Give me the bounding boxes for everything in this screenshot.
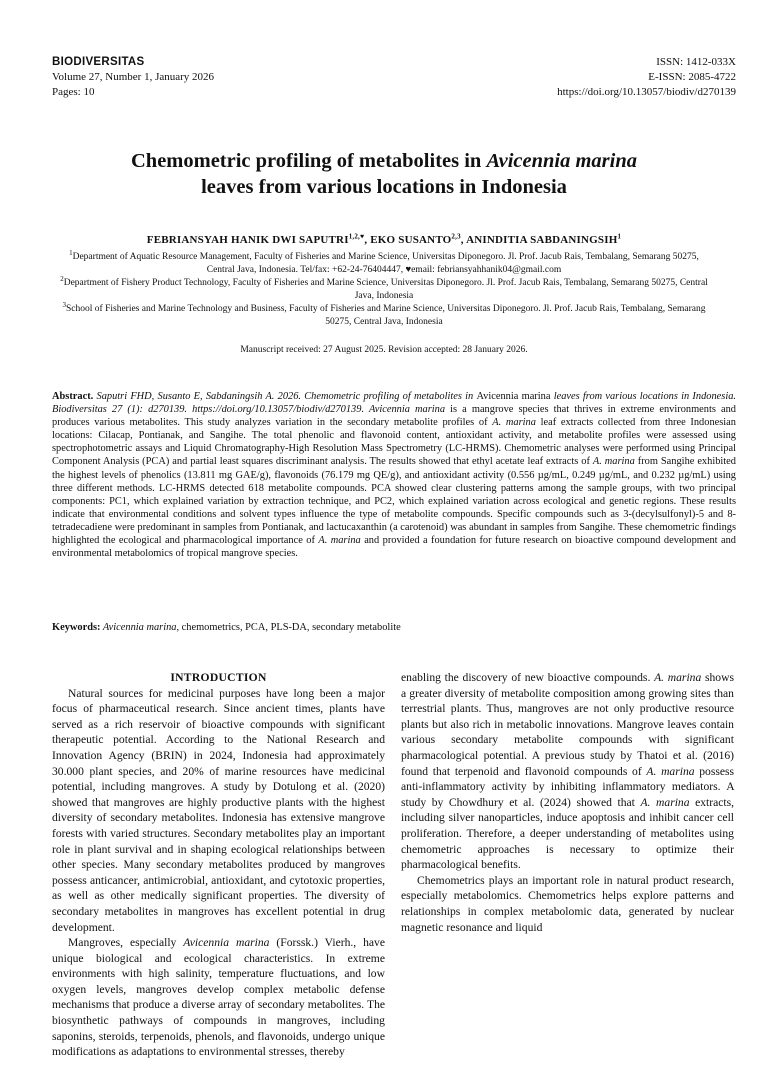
journal-header-left	[52, 55, 214, 100]
eissn: E-ISSN: 2085-4722	[648, 71, 736, 83]
intro-paragraph-2: Mangroves, especially Avicennia marina (Forssk.) Vierh., have unique biological and ecological characteristics. In extreme environments with high salinity, temperature fluctuations, and low oxygen levels, mangroves develop complex metabolic defense mechanisms that produce a diverse array of secondary metabolites. The biosynthetic pathways of compounds in mangroves, including saponins, steroids, terpenoids, phenols, and flavonoids, undergo unique modifications as adaptations to environmental stresses, thereby	[52, 936, 386, 1059]
intro-paragraph-3-cont: Chemometrics plays an important role in natural product research, especially metabolomics. Chemometrics helps explore patterns and relationships in complex metabolomic data, generated by nuclear magnetic resonance and liquid	[401, 873, 735, 934]
journal-name: BIODIVERSITAS	[52, 56, 145, 68]
article-title: Chemometric profiling of metabolites in Avicennia marina leaves from various locations in Indonesia	[130, 150, 637, 198]
body-column-left	[52, 670, 385, 1060]
journal-pages: Pages: 10	[52, 86, 95, 98]
affiliation-1: $^1$Department of Aquatic Resource Management, Faculty of Fisheries and Marine Science, Universitas Diponegoro. Jl. Prof. Jacub Rais, Tembalang, Semarang 50275, Central Java, Indonesia. Tel/fax: +62-24-76404447, ♥email: febriansyahhanik04@gmail.com	[69, 248, 699, 275]
author-list: FEBRIANSYAH HANIK DWI $SAPUTRI^{1,2,♥}$, EKO SUSANTO$^{2,3}$, ANINDITIA SABDANINGSIH$^1$	[146, 232, 622, 246]
affiliation-2: $^2$Department of Fishery Product Technology, Faculty of Fisheries and Marine Science, Universitas Diponegoro. Jl. Prof. Jacub Rais, Tembalang, Semarang 50275, Central Java, Indonesia	[60, 274, 708, 301]
author-2: EKO SUSANTO	[370, 234, 452, 246]
issn: ISSN: 1412-033X	[656, 56, 736, 68]
section-heading-introduction: INTRODUCTION	[170, 671, 267, 684]
manuscript-dates: Manuscript received: 27 August 2025. Revision accepted: 28 January 2026.	[240, 345, 528, 355]
author-3: ANINDITIA SABDANINGSIH	[466, 234, 618, 246]
body-column-right	[401, 670, 734, 935]
journal-header-right	[557, 55, 736, 100]
keywords: Keywords: Avicennia marina, chemometrics, PCA, PLS-DA, secondary metabolite	[52, 622, 401, 633]
abstract: Abstract. Saputri FHD, Susanto E, Sabdaningsih A. 2026. Chemometric profiling of metabolites in Avicennia marina leaves from various locations in Indonesia. Biodiversitas 27 (1): d270139. https://doi.org/10.13057/biodiv/d270139. Avicennia marina is a mangrove species that thrives in extreme environments and produces various metabolites. This study analyzes variation in the secondary metabolite profiles of A. marina leaf extracts collected from three Indonesian locations: Cilacap, Pontianak, and Sangihe. The total phenolic and flavonoid content, antioxidant activity, and metabolite profiles were assessed using spectrophotometric assays and Liquid Chromatography-High Resolution Mass Spectrometry (LC-HRMS). Chemometric analyses were performed using Principal Component Analysis (PCA) and partial least squares discriminant analysis. The results showed that ethyl acetate leaf extracts of A. marina from Sangihe exhibited the highest levels of phenolics (13.811 mg GAE/g), flavonoids (76.179 mg QE/g), and antioxidant activity (0.556 µg/mL, 0.249 µg/mL, and 0.232 µg/mL) using three different methods. LC-HRMS detected 618 metabolite compounds. PCA showed clear clustering patterns among the sample groups, with two principal components: PC1, which explained variation by extraction technique, and PC2, which explained variation across ecological and genetic regions. These results indicate that environmental conditions and solvent types influence the type of metabolite compounds. Specific compounds such as 3-(decylsulfonyl)-5 and 8-tetradecadiene were predominant in samples from Pontianak, and lactucaxanthin (a carotenoid) was abundant in samples from Sangihe. These chemometric findings highlighted the ecological and pharmacological importance of A. marina and provided a foundation for future research on bioactive compound development and environmental metabolomics of tropical mangrove species.	[52, 391, 737, 560]
intro-paragraph-1: Natural sources for medicinal purposes have long been a major focus of pharmaceutical research. Since ancient times, plants have served as a rich reservoir of bioactive compounds with significant therapeutic potential. According to the National Research and Innovation Agency (BRIN) in 2024, Indonesia had approximately 30.000 plant species, and 20% of marine resources have medicinal potential, including mangroves. A study by Dotulong et al. (2020) showed that mangroves are highly productive plants with the highest diversity of secondary metabolites. Indonesia has extensive mangrove forests with varied structures. Secondary metabolites play an important role in plant survival and in shaping ecological relationships between other species. Many secondary metabolites produced by mangroves possess anticancer, antimicrobial, antioxidant, and cytotoxic properties, as well as other medically significant properties. The diversity of secondary metabolites in mangroves has excellent potential in drug development.	[52, 686, 385, 934]
intro-paragraph-2-cont: enabling the discovery of new bioactive compounds. A. marina shows a greater diversity of metabolite composition among growing sites than terrestrial plants. Thus, mangroves are not only productive resource plants but also rich in metabolic innovations. Mangrove leaves contain various secondary metabolite compounds with significant pharmacological potential. A previous study by Thatoi et al. (2016) found that terpenoid and flavonoid compounds of A. marina possess anti-inflammatory activity by inhibiting inflammatory mediators. A study by Chowdhury et al. (2024) showed that A. marina extracts, including silver nanoparticles, induce apoptosis and inhibit cancer cell proliferation. Therefore, a deeper understanding of metabolites using chemometric approaches is necessary to optimize their pharmacological benefits.	[401, 671, 735, 872]
affiliation-3: $^3$School of Fisheries and Marine Technology and Business, Faculty of Fisheries and Marine Science, Universitas Diponegoro. Jl. Prof. Jacub Rais, Tembalang, Semarang 50275, Central Java, Indonesia	[62, 300, 706, 327]
author-1: FEBRIANSYAH HANIK DWI SAPUTRI	[146, 234, 349, 246]
doi-link[interactable]: https://doi.org/10.13057/biodiv/d270139	[557, 86, 736, 98]
journal-volume: Volume 27, Number 1, January 2026	[52, 71, 215, 83]
